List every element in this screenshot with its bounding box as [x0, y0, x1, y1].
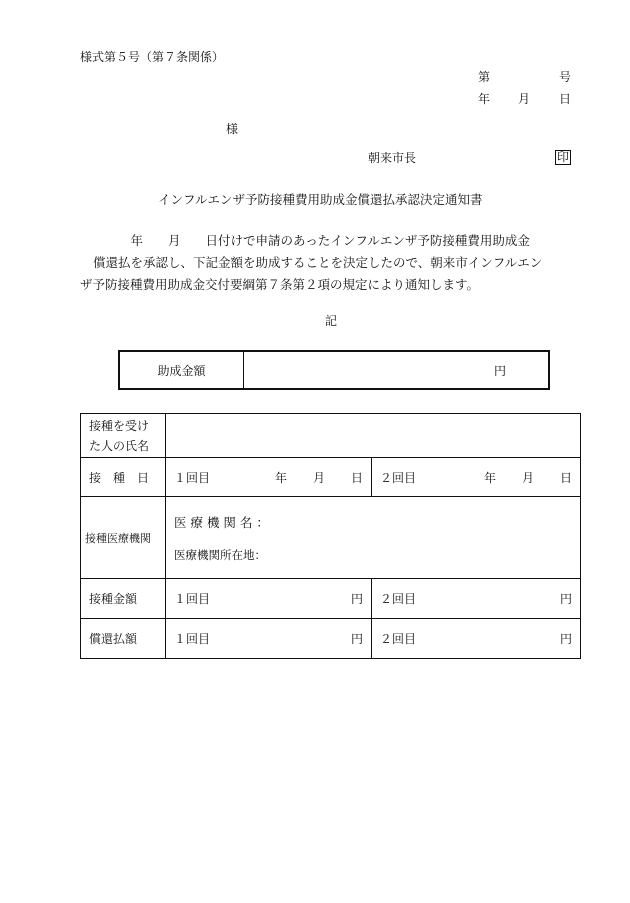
date-day: 日 [559, 92, 572, 106]
ki-heading: 記 [325, 314, 338, 328]
fee-row [81, 579, 581, 619]
date-row [81, 458, 581, 497]
document-title: インフルエンザ予防接種費用助成金償還払承認決定通知書 [158, 192, 483, 207]
date-first-month: 月 [312, 470, 325, 485]
fee-second-label: ２回目 [380, 592, 417, 606]
name-row [81, 414, 581, 458]
date-year: 年 [478, 92, 491, 106]
addressee-suffix: 様 [226, 122, 239, 136]
fee-second-cell [372, 579, 581, 619]
reimb-first-yen: 円 [350, 632, 363, 646]
fee-first-cell [166, 579, 372, 619]
date-second-month: 月 [521, 470, 534, 485]
amount-box [118, 350, 550, 390]
institution-name-label: 医 療 機 関 名 ： [174, 514, 269, 530]
fee-first-label: １回目 [174, 592, 211, 606]
reimb-row [81, 619, 581, 659]
fee-first-yen: 円 [350, 592, 363, 606]
body-paragraph [80, 230, 585, 296]
amount-yen: 円 [494, 364, 507, 378]
date-first-year: 年 [274, 470, 287, 485]
date-month: 月 [518, 92, 531, 106]
date-second-year: 年 [483, 470, 496, 485]
reimb-label: 償還払額 [81, 619, 166, 659]
reimb-second-label: ２回目 [380, 632, 417, 646]
reimb-first-cell [166, 619, 372, 659]
institution-address-label: 医療機関所在地： [174, 547, 266, 562]
body-line-1: 年 月 日付けで申請のあったインフルエンザ予防接種費用助成金 [118, 233, 530, 248]
amount-label: 助成金額 [120, 352, 244, 388]
form-number: 様式第５号（第７条関係） [80, 50, 225, 64]
institution-cell [166, 497, 581, 579]
name-value-cell [166, 414, 581, 458]
reimb-second-cell [372, 619, 581, 659]
institution-label: 接種医療機関 [81, 497, 166, 579]
body-line-2: 償還払を承認し、下記金額を助成することを決定したので、朝来市インフルエン [93, 255, 543, 270]
date-first-day: 日 [350, 470, 363, 485]
fee-second-yen: 円 [559, 592, 572, 606]
seal-box: 印 [557, 150, 570, 164]
name-label-cell [81, 414, 166, 458]
date-second-cell [372, 458, 581, 497]
body-line-3: ザ予防接種費用助成金交付要綱第７条第２項の規定により通知します。 [80, 277, 480, 292]
date-second-label: ２回目 [380, 470, 417, 485]
date-label: 接 種 日 [81, 458, 166, 497]
fee-label: 接種金額 [81, 579, 166, 619]
institution-row [81, 497, 581, 579]
issuer: 朝来市長 [368, 151, 417, 165]
reimb-second-yen: 円 [559, 632, 572, 646]
name-label-2: た人の氏名 [89, 438, 150, 453]
doc-number-dai: 第 [478, 70, 491, 84]
doc-number-go: 号 [559, 70, 572, 84]
reimb-first-label: １回目 [174, 632, 211, 646]
seal-mark [555, 150, 571, 165]
date-first-cell [166, 458, 372, 497]
info-table [80, 413, 581, 659]
date-first-label: １回目 [174, 470, 211, 485]
name-label-1: 接種を受け [89, 418, 150, 433]
date-second-day: 日 [559, 470, 572, 485]
